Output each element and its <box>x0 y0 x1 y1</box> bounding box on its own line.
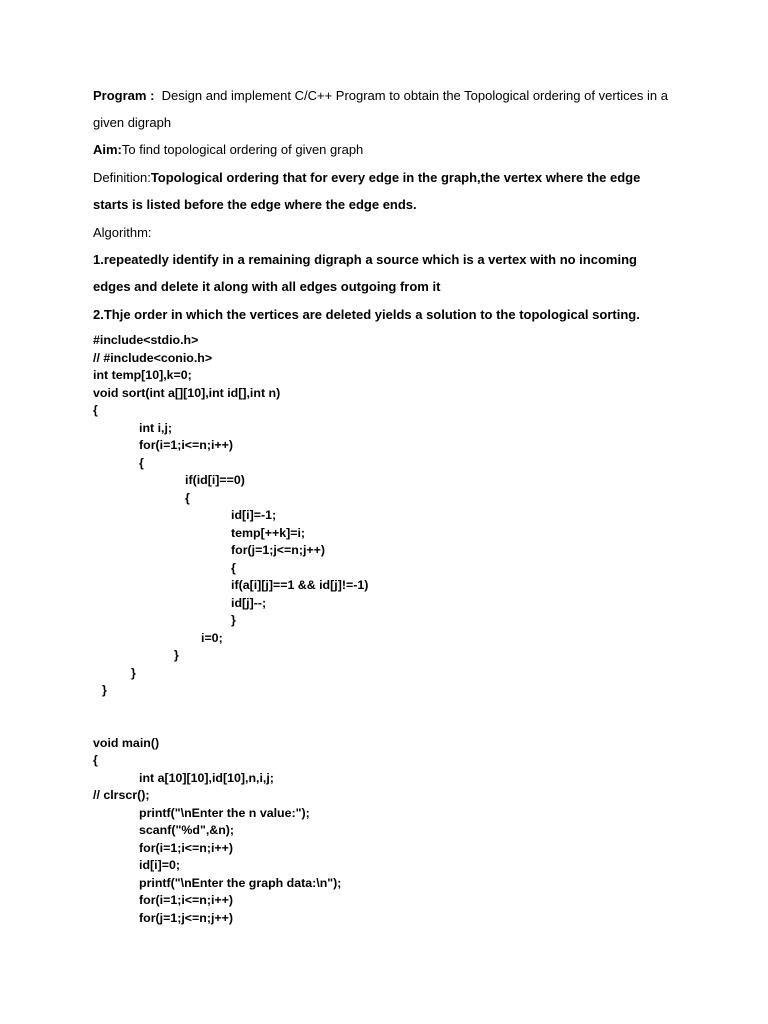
definition-label: Definition: <box>93 170 151 185</box>
step1-text-cont: edges and delete it along with all edges outgoing from it <box>93 279 441 294</box>
definition-text: Topological ordering that for every edge in the graph,the vertex where the edge <box>150 170 641 185</box>
code-line: { <box>185 490 190 505</box>
program-text: Design and implement C/C++ Program to obtain the Topological ordering of vertices in a <box>154 88 668 103</box>
program-line-cont <box>93 115 171 131</box>
code-line: for(i=1;i<=n;i++) <box>139 893 233 907</box>
code-line: for(i=1;i<=n;i++) <box>139 438 233 452</box>
code-line: id[i]=-1; <box>231 508 277 522</box>
algorithm-heading <box>93 225 152 241</box>
code-line: if(a[i][j]==1 && id[j]!=-1) <box>231 578 369 592</box>
program-line <box>93 88 668 104</box>
aim-label: Aim: <box>93 142 122 157</box>
code-line: } <box>102 683 107 697</box>
aim-line <box>93 142 363 158</box>
code-line: id[i]=0; <box>139 858 180 872</box>
code-line <box>93 700 368 718</box>
step1-text: 1.repeatedly identify in a remaining digraph a source which is a vertex with no incoming <box>93 252 637 267</box>
code-line: for(j=1;j<=n;j++) <box>231 543 325 557</box>
code-line: scanf("%d",&n); <box>139 823 235 837</box>
algorithm-step-2 <box>93 307 640 323</box>
code-line: { <box>93 753 98 767</box>
algorithm-step-1-cont <box>93 279 440 295</box>
algorithm-label: Algorithm: <box>93 225 152 240</box>
code-line: #include<stdio.h> <box>93 333 199 347</box>
code-line: int a[10][10],id[10],n,i,j; <box>139 770 274 785</box>
code-line: void sort(int a[][10],int id[],int n) <box>93 385 281 400</box>
code-line: { <box>139 455 144 470</box>
code-line: { <box>231 560 236 575</box>
code-line: void main() <box>93 735 160 750</box>
code-line <box>93 717 368 735</box>
aim-text: To find topological ordering of given graph <box>121 142 364 157</box>
code-line: { <box>93 403 98 417</box>
code-line: // clrscr(); <box>93 788 150 802</box>
code-line: for(i=1;i<=n;i++) <box>139 840 233 855</box>
code-line: temp[++k]=i; <box>231 525 306 540</box>
definition-text-cont: starts is listed before the edge where the edge ends. <box>93 197 417 212</box>
code-line: } <box>231 613 236 627</box>
definition-line-cont <box>93 197 417 213</box>
code-line: printf("\nEnter the n value:"); <box>139 805 310 820</box>
code-line: } <box>131 665 136 680</box>
code-line: for(j=1;j<=n;j++) <box>139 910 233 925</box>
program-text-cont: given digraph <box>93 115 172 130</box>
code-line: int i,j; <box>139 420 173 435</box>
code-line: int temp[10],k=0; <box>93 368 192 382</box>
code-line: if(id[i]==0) <box>185 473 245 487</box>
code-line: // #include<conio.h> <box>93 350 213 365</box>
program-label: Program : <box>93 88 155 103</box>
code-line: i=0; <box>201 630 223 645</box>
code-block <box>93 332 368 927</box>
code-line: id[j]--; <box>231 595 267 610</box>
code-line: printf("\nEnter the graph data:\n"); <box>139 875 342 890</box>
algorithm-step-1 <box>93 252 637 268</box>
step2-text: 2.Thje order in which the vertices are deleted yields a solution to the topological sorting. <box>93 307 640 322</box>
definition-line <box>93 170 640 186</box>
code-line: } <box>174 648 179 662</box>
